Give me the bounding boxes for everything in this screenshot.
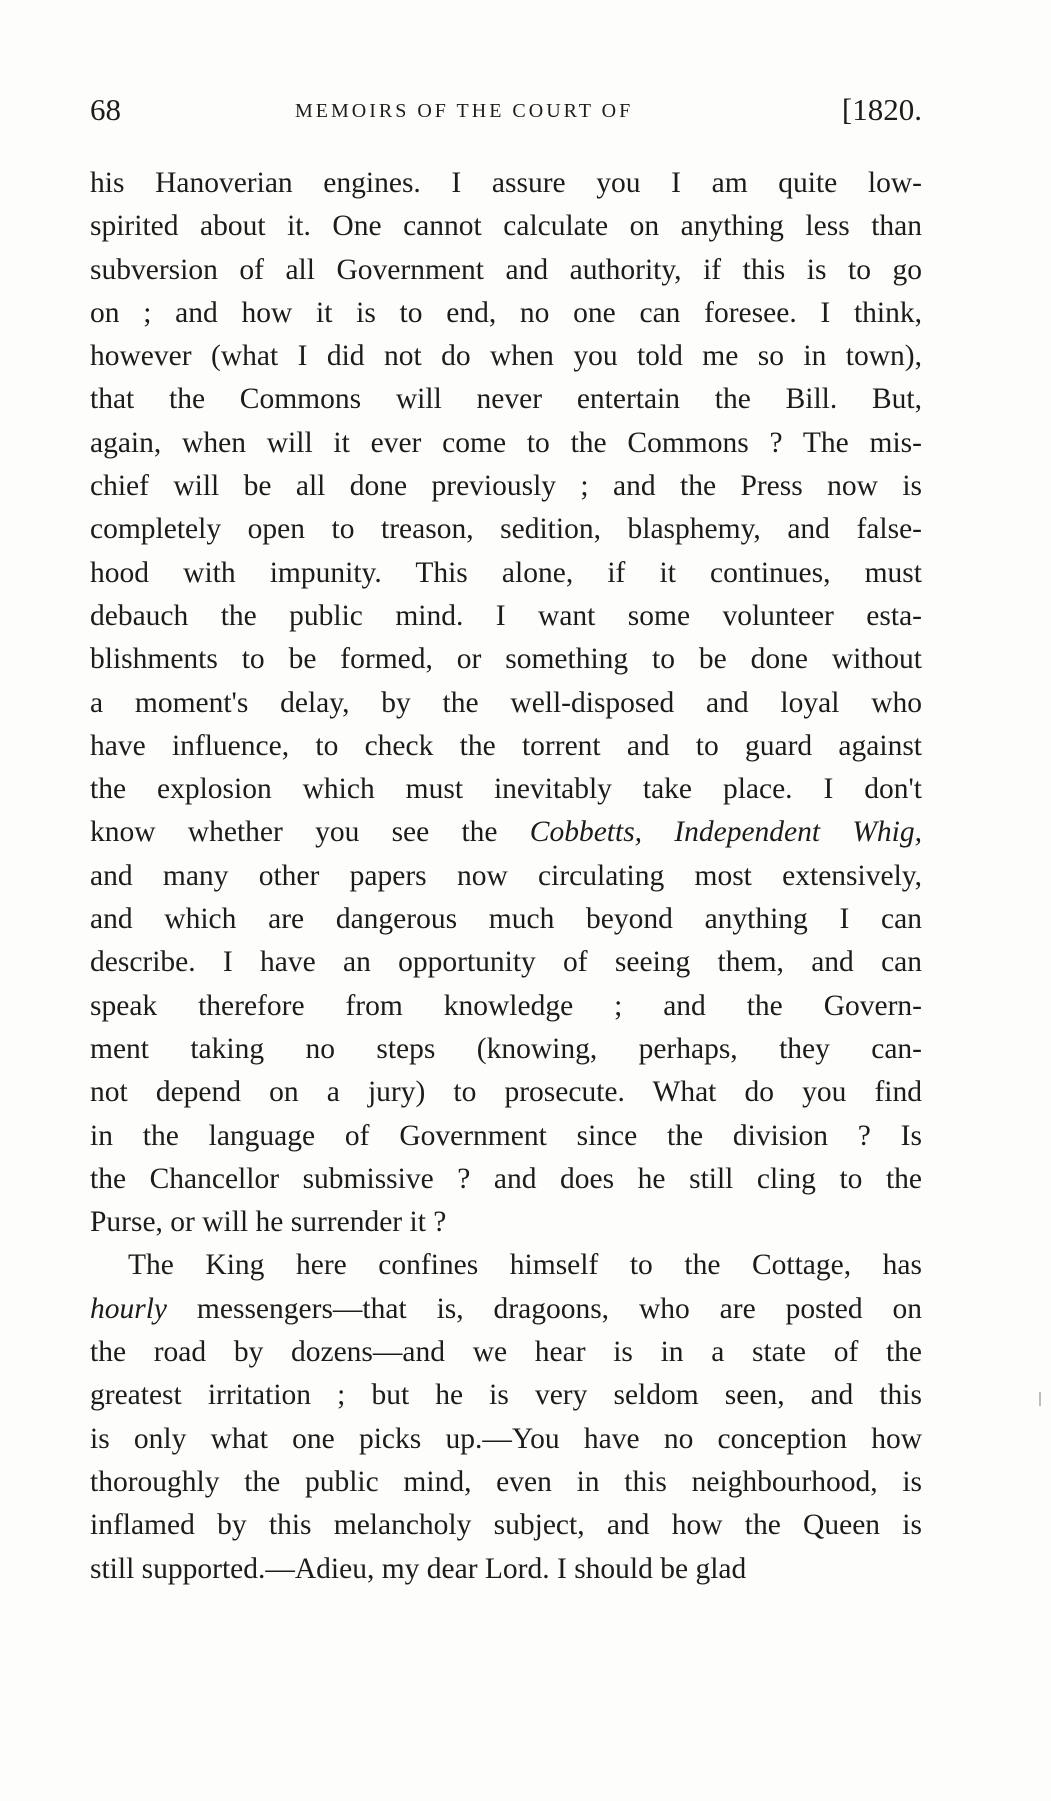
text-run: chief will be all done previously ; and the Press now is	[90, 470, 922, 503]
text-line	[90, 1158, 922, 1201]
text-run: messengers—that is, dragoons, who are posted on	[167, 1292, 922, 1325]
text-line	[90, 1548, 922, 1591]
text-run: inflamed by this melancholy subject, and how the Queen is	[90, 1509, 922, 1542]
text-run: the Chancellor submissive ? and does he still cling to the	[90, 1162, 922, 1195]
running-year: [1820.	[841, 92, 922, 127]
text-line	[90, 1115, 922, 1158]
text-line	[90, 1028, 922, 1071]
text-line	[90, 725, 922, 768]
text-line	[90, 768, 922, 811]
text-run: his Hanoverian engines. I assure you I am quite low-	[90, 167, 922, 199]
text-line	[90, 811, 922, 854]
text-line	[90, 422, 922, 465]
text-run: ment taking no steps (knowing, perhaps, they can-	[90, 1032, 922, 1065]
text-line	[90, 1374, 922, 1417]
text-line	[90, 205, 922, 248]
text-run: hood with impunity. This alone, if it continues, must	[90, 556, 922, 589]
text-line	[90, 1201, 922, 1244]
page-number: 68	[90, 92, 121, 127]
text-run: that the Commons will never entertain the Bill. But,	[90, 383, 922, 416]
text-run: describe. I have an opportunity of seeing them, and can	[90, 946, 922, 979]
text-run: have influence, to check the torrent and to guard against	[90, 729, 922, 762]
text-run: completely open to treason, sedition, blasphemy, and false-	[90, 513, 922, 546]
text-run: and which are dangerous much beyond anything I can	[90, 903, 922, 936]
text-run: subversion of all Government and authority, if this is to go	[90, 253, 922, 286]
italic-text-run: hourly	[90, 1292, 168, 1325]
text-line	[90, 682, 922, 725]
margin-mark	[1039, 1392, 1041, 1406]
text-run: still supported.—Adieu, my dear Lord. I should be glad	[90, 1552, 747, 1585]
text-line	[90, 378, 922, 421]
text-run: again, when will it ever come to the Commons ? The mis-	[90, 426, 922, 459]
text-line	[90, 292, 922, 335]
text-line	[90, 335, 922, 378]
text-line	[90, 1244, 922, 1287]
text-run: speak therefore from knowledge ; and the Govern-	[90, 989, 922, 1022]
text-line	[90, 855, 922, 898]
text-line	[90, 249, 922, 292]
text-line	[90, 1504, 922, 1547]
italic-text-run: Cobbetts, Independent Whig,	[529, 816, 922, 849]
text-line	[90, 595, 922, 638]
text-run: thoroughly the public mind, even in this neighbourhood, is	[90, 1465, 922, 1498]
running-title: MEMOIRS OF THE COURT OF	[295, 100, 634, 122]
text-run: The King here confines himself to the Cottage, has	[128, 1249, 922, 1282]
text-run: spirited about it. One cannot calculate on anything less than	[90, 210, 922, 243]
text-run: Purse, or will he surrender it ?	[90, 1206, 447, 1239]
text-run: know whether you see the	[90, 816, 530, 849]
text-run: the road by dozens—and we hear is in a state of the	[90, 1336, 922, 1369]
text-line	[90, 508, 922, 551]
text-line	[90, 162, 922, 205]
text-line	[90, 1331, 922, 1374]
body-text	[90, 162, 922, 1591]
text-line	[90, 985, 922, 1028]
text-run: debauch the public mind. I want some volunteer esta-	[90, 599, 922, 632]
text-line	[90, 898, 922, 941]
text-run: in the language of Government since the division ? Is	[90, 1119, 922, 1152]
text-run: and many other papers now circulating most extensively,	[90, 859, 922, 892]
text-run: not depend on a jury) to prosecute. What do you find	[90, 1076, 922, 1109]
text-line	[90, 552, 922, 595]
text-line	[90, 1288, 922, 1331]
text-run: a moment's delay, by the well-disposed and loyal who	[90, 686, 922, 719]
text-run: is only what one picks up.—You have no conception how	[90, 1422, 922, 1455]
text-run: on ; and how it is to end, no one can foresee. I think,	[90, 296, 922, 329]
text-run: however (what I did not do when you told me so in town),	[90, 340, 922, 373]
text-line	[90, 638, 922, 681]
text-run: blishments to be formed, or something to be done without	[90, 643, 922, 676]
text-line	[90, 1418, 922, 1461]
running-head	[90, 92, 922, 132]
text-line	[90, 465, 922, 508]
text-run: greatest irritation ; but he is very seldom seen, and this	[90, 1379, 922, 1412]
text-line	[90, 941, 922, 984]
text-run: the explosion which must inevitably take place. I don't	[90, 773, 922, 806]
text-line	[90, 1071, 922, 1114]
text-line	[90, 1461, 922, 1504]
